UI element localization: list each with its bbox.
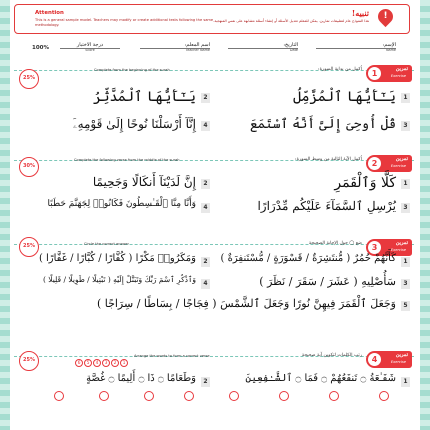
question-row[interactable]: 3 قُلْ أُوحِىَ إِلَىَّ أَنَّهُ ٱسْتَمَعَ — [214, 117, 410, 135]
exercise-instruction-ar: ضع ◯ حول الإجابة الصحيحة — [308, 241, 362, 246]
order-number-circles: 6 5 4 3 2 1 — [74, 359, 128, 367]
question-row[interactable]: 4 إِنَّآ أَرْسَلْنَا نُوحًا إِلَىٰ قَوْمِهِۦٓ — [34, 117, 210, 135]
question-row[interactable]: 2 يَـٰٓأَيُّهَا ٱلْمُدَّثِّرُ — [34, 89, 210, 107]
answer-circle[interactable] — [229, 391, 239, 401]
exercise-badge: 1 تمرين Exercise — [366, 65, 412, 82]
answer-circle[interactable] — [54, 391, 64, 401]
exercise-4 — [14, 352, 414, 430]
answer-circle[interactable] — [144, 391, 154, 401]
answer-circle[interactable] — [99, 391, 109, 401]
exercise-3 — [14, 240, 414, 344]
question-row[interactable]: 1 يَـٰٓأَيُّهَا ٱلْمُزَّمِّلُ — [214, 89, 410, 107]
right-decor-strip — [420, 0, 430, 430]
exercise-instruction-en: Complete from the beginning of the surah — [94, 68, 170, 72]
attention-text-ar: هذا النموذج عام لتطبيقات تمارين. يمكن للمعلم تعديل الأسئلة أو إنشاء أسئلة مشابهة على نفس المنهجية. — [213, 19, 369, 23]
attention-title-ar: تنبيه! — [351, 8, 369, 18]
warning-pin-icon: ! — [375, 6, 396, 27]
question-row[interactable]: 5 وَجَعَلَ ٱلْقَمَرَ فِيهِنَّ نُورًا وَجَعَلَ ٱلشَّمْسَ ( فِجَاجًا / بِسَاطًا / سِرَاجًا ) — [34, 297, 410, 315]
percentage-badge: 25% — [19, 237, 39, 257]
exercise-badge: 4 تمرين Exercise — [366, 351, 412, 368]
exercise-instruction-ar: رتب الكلمات لتكوين آية صحيحة — [301, 353, 362, 358]
score-field[interactable]: درجة الاختبار Score — [60, 42, 120, 60]
teacher-name-field[interactable]: اسم المعلم: Teacher Name — [140, 42, 210, 60]
percentage-badge: 25% — [19, 69, 39, 89]
answer-circle[interactable] — [329, 391, 339, 401]
attention-text-en: This is a general sample model. Teachers may modify or create additional tests following the same methodology. — [35, 18, 214, 27]
attention-box — [14, 4, 410, 34]
exercise-1 — [14, 66, 414, 152]
exercise-badge: 2 تمرين Exercise — [366, 155, 412, 172]
question-row[interactable]: 3 يُرْسِلِ ٱلسَّمَآءَ عَلَيْكُم مِّدْرَارًا — [214, 199, 410, 217]
question-row[interactable]: 3 سَأُصْلِيهِ ( عَشَرَ / سَقَرَ / نَظَرَ ) — [214, 275, 410, 293]
percentage-badge: 25% — [19, 351, 39, 371]
left-decor-strip — [0, 0, 10, 430]
question-row[interactable]: 1 كَلَّا وَٱلْقَمَرِ — [214, 175, 410, 193]
exercise-badge: 3 تمرين Exercise — [366, 239, 412, 256]
question-row[interactable]: 2 وَمَكَرُوا۟ مَكْرًا ( كُفَّارًا / كُبَّارًا / غَفَّارًا ) — [34, 253, 210, 271]
student-info-row — [14, 38, 410, 60]
question-row[interactable]: 4 وَٱذْكُرِ ٱسْمَ رَبِّكَ وَتَبَتَّلْ إِلَيْهِ ( تَبْتِيلًا / طَوِيلًا / قَلِيلًا ) — [34, 275, 210, 293]
question-row[interactable]: 2 إِنَّ لَدَيْنَآ أَنكَالًا وَجَحِيمًا — [34, 175, 210, 193]
answer-circle[interactable] — [379, 391, 389, 401]
attention-title-en: Attention — [35, 10, 64, 16]
answer-circle[interactable] — [279, 391, 289, 401]
question-row[interactable]: 1 كَأَنَّهُمْ حُمُرٌ ( مُّنتَشِرَةٌ / قَسْوَرَةٍ / مُّسْتَنفِرَةٌ ) — [214, 253, 410, 271]
exercise-instruction-en: Circle the correct answer — [84, 242, 129, 246]
arrange-row[interactable]: 2 وَطَعَامًا ۝ ذَا ۝ أَلِيمًا ۝ غُصَّةٍ — [34, 373, 210, 391]
total-score: 100% — [32, 45, 49, 51]
percentage-badge: 30% — [19, 157, 39, 177]
date-field[interactable]: التاريخ: Date — [228, 42, 298, 60]
exercise-instruction-ar: أكمل الآية التالية من وسط السورة: — [295, 157, 362, 162]
name-field[interactable]: الإسم: Name — [316, 42, 396, 60]
question-row[interactable]: 4 وَأَنَّا مِنَّا ٱلْقَـٰسِطُونَ فَكَانُوا۟ لِجَهَنَّمَ حَطَبًا — [34, 199, 210, 217]
exercise-instruction-en: Arrange the words to form a correct verse — [134, 354, 210, 358]
answer-circle[interactable] — [184, 391, 194, 401]
exercise-instruction-en: Complete the following verse from the middle of the surah — [74, 158, 180, 162]
exercise-2 — [14, 156, 414, 226]
arrange-row[interactable]: 1 شَفَـٰعَةُ ۝ تَنفَعُهُمْ ۝ فَمَا ۝ ٱلشَّـٰفِعِينَ — [214, 373, 410, 391]
exercise-instruction-ar: أكمل من بداية السورة: — [318, 67, 362, 72]
